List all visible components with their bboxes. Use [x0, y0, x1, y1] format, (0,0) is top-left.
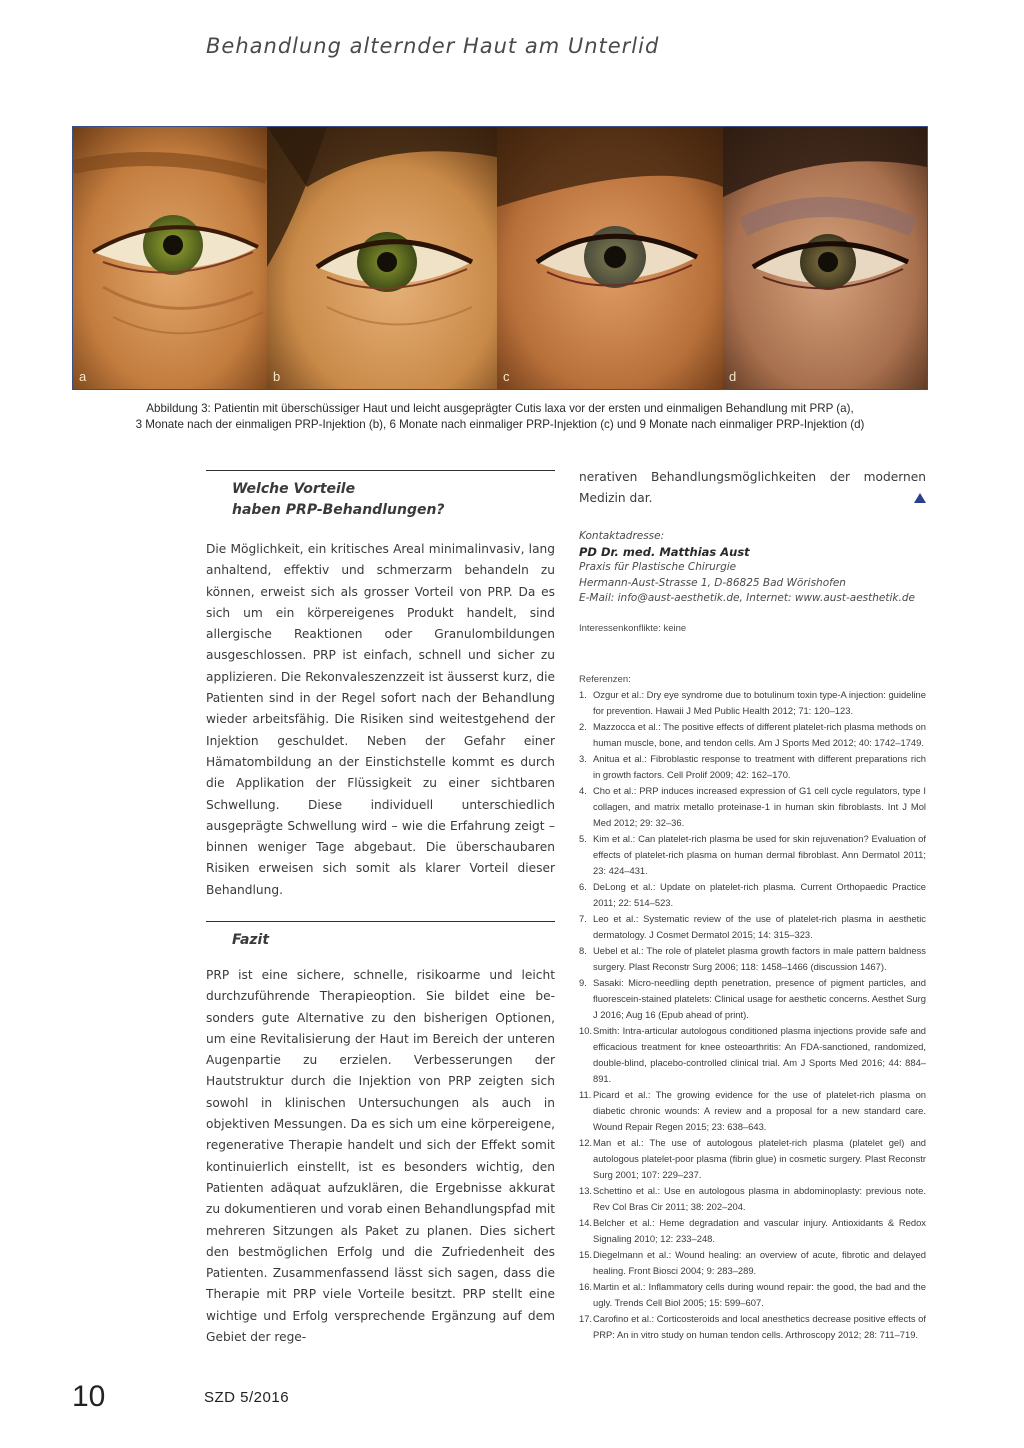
- photo-panel-b: [267, 127, 497, 389]
- reference-text: Kim et al.: Can platelet-rich plasma be used for skin rejuvenation? Evaluation of effects of platelet-rich plasma on human dermal fibroblast. Ann Dermatol 2011; 23: 424–431.: [593, 832, 926, 876]
- page-number: 10: [72, 1380, 106, 1413]
- section-heading-line-1: Welche Vorteile: [232, 481, 356, 497]
- reference-number: 14.: [579, 1216, 593, 1228]
- reference-text: Sasaki: Micro-needling depth penetration, presence of pigment particles, and fluorescein-stained platelets: Clinical usage for aesthetic concerns. Aesthet Surg J 2016; Aug 16 (Epub ahead of print).: [593, 976, 926, 1020]
- reference-item: [579, 831, 926, 879]
- figure-photo-strip: [72, 126, 928, 390]
- reference-item: [579, 1311, 926, 1343]
- reference-item: [579, 783, 926, 831]
- reference-number: 3.: [579, 752, 587, 764]
- reference-number: 2.: [579, 720, 587, 732]
- reference-item: [579, 687, 926, 719]
- reference-item: [579, 1023, 926, 1087]
- left-column-section-advantages: [206, 470, 555, 901]
- contact-email-website: E-Mail: info@aust-aesthetik.de, Internet: www.aust-aesthetik.de: [579, 592, 915, 604]
- figure-caption-line-2: 3 Monate nach der einmaligen PRP-Injektion (b), 6 Monate nach einmaliger PRP-Injektion (c) und 9 Monate nach einmaliger PRP-Injektion (d): [135, 418, 865, 431]
- reference-item: [579, 719, 926, 751]
- reference-number: 5.: [579, 832, 587, 844]
- reference-text: Martin et al.: Inflammatory cells during wound repair: the good, the bad and the ugly. Trends Cell Biol 2005; 15: 599–607.: [593, 1280, 926, 1308]
- reference-text: Cho et al.: PRP induces increased expression of G1 cell cycle regulators, type I collagen, and matrix metallo proteinase-1 in human skin fibroblasts. Int J Mol Med 2012; 29: 32–36.: [593, 784, 926, 828]
- eye-photo-b: [267, 127, 497, 389]
- reference-number: 17.: [579, 1312, 593, 1324]
- reference-number: 12.: [579, 1136, 593, 1148]
- reference-item: [579, 1215, 926, 1247]
- contact-address-block: [579, 529, 926, 607]
- reference-text: Anitua et al.: Fibroblastic response to treatment with different preparations rich in growth factors. Cell Prolif 2009; 42: 162–170.: [593, 752, 926, 780]
- reference-number: 4.: [579, 784, 587, 796]
- figure-caption-line-1: Abbildung 3: Patientin mit überschüssiger Haut und leicht ausgeprägter Cutis laxa vor der ersten und einmaligen Behandlung mit PRP (a),: [146, 402, 854, 415]
- body-paragraph-conclusion: PRP ist eine sichere, schnelle, risikoarme und leicht durchzuführende Therapieoption. Sie bildet eine besonders gute Alternative zu den bisherigen Optionen, um eine Revitalisierung der Haut im Bereich der unteren Augenpartie zu erzielen. Verbesserungen der Hautstruktur durch die Injektion von PRP zeigten sich sowohl in klinischen Untersuchungen als auch in objektiven Messungen. Da es sich um eine körpereigene, regenerative Therapie handelt und sich der Effekt somit kontinuierlich einstellt, ist es besonders wichtig, den Patienten adäquat aufzuklären, die Ergebnisse akkurat zu dokumentieren und vorab einen Behandlungspfad mit mehreren Sitzungen als Paket zu planen. Dies sichert den bestmöglichen Erfolg und die Zufriedenheit des Patienten. Zusammenfassend lässt sich sagen, dass die Therapie mit PRP viele Vorteile besitzt. PRP stellt eine wichtige und Erfolg versprechende Ergänzung auf dem Gebiet der rege-: [206, 968, 555, 1345]
- reference-number: 15.: [579, 1248, 593, 1260]
- end-of-article-triangle-icon: [914, 493, 926, 503]
- reference-item: [579, 1135, 926, 1183]
- figure-caption: [74, 401, 926, 433]
- reference-number: 10.: [579, 1024, 593, 1036]
- reference-item: [579, 911, 926, 943]
- right-column: [579, 467, 926, 1343]
- reference-number: 8.: [579, 944, 587, 956]
- contact-name: PD Dr. med. Matthias Aust: [579, 544, 750, 559]
- references-heading: Referenzen:: [579, 673, 631, 685]
- reference-number: 16.: [579, 1280, 593, 1292]
- body-paragraph-continuation: nerativen Behandlungsmöglichkeiten der modernen Medizin dar.: [579, 470, 926, 505]
- panel-label-b: b: [273, 369, 281, 384]
- reference-text: Picard et al.: The growing evidence for the use of platelet-rich plasma on diabetic chronic wounds: A review and a proposal for a new standard care. Wound Repair Regen 2015; 23: 638–643.: [593, 1088, 926, 1132]
- reference-number: 11.: [579, 1088, 592, 1100]
- section-heading-advantages: [232, 479, 555, 521]
- reference-item: [579, 1247, 926, 1279]
- journal-issue: SZD 5/2016: [204, 1389, 290, 1406]
- panel-label-c: c: [503, 369, 510, 384]
- reference-number: 13.: [579, 1184, 593, 1196]
- reference-item: [579, 1279, 926, 1311]
- reference-text: Diegelmann et al.: Wound healing: an overview of acute, fibrotic and delayed healing. Front Biosci 2004; 9: 283–289.: [593, 1248, 926, 1276]
- contact-label: Kontaktadresse:: [579, 530, 665, 542]
- eye-photo-c: [497, 127, 723, 389]
- reference-item: [579, 1087, 926, 1135]
- reference-number: 6.: [579, 880, 587, 892]
- left-column-section-conclusion: [206, 921, 555, 1348]
- reference-text: Smith: Intra-articular autologous conditioned plasma injections provide safe and efficacious treatment for knee osteoarthritis: An FDA-sanctioned, randomized, double-blind, placebo-controlled clinical trial. Am J Sports Med 2016; 44: 884–891.: [593, 1024, 926, 1084]
- reference-number: 9.: [579, 976, 587, 988]
- eye-photo-d: [723, 127, 927, 389]
- reference-item: [579, 751, 926, 783]
- reference-text: DeLong et al.: Update on platelet-rich plasma. Current Orthopaedic Practice 2011; 22: 514–523.: [593, 880, 926, 908]
- running-header-title: Behandlung alternder Haut am Unterlid: [206, 34, 660, 58]
- references-list: [579, 687, 926, 1343]
- reference-text: Uebel et al.: The role of platelet plasma growth factors in male pattern baldness surgery. Plast Reconstr Surg 2006; 118: 1458–1466 (discussion 1467).: [593, 944, 926, 972]
- reference-text: Man et al.: The use of autologous platelet-rich plasma (platelet gel) and autologous platelet-poor plasma (fibrin glue) in cosmetic surgery. Plast Reconstr Surg 2001; 107: 229–237.: [593, 1136, 926, 1180]
- panel-label-d: d: [729, 369, 737, 384]
- reference-text: Belcher et al.: Heme degradation and vascular injury. Antioxidants & Redox Signaling 2010; 12: 233–248.: [593, 1216, 926, 1244]
- section-divider: [206, 921, 555, 922]
- reference-text: Schettino et al.: Use en autologous plasma in abdominoplasty: previous note. Rev Col Bras Cir 2011; 38: 202–204.: [593, 1184, 926, 1212]
- section-heading-line-2: haben PRP-Behandlungen?: [232, 502, 445, 518]
- section-heading-conclusion: Fazit: [232, 932, 270, 948]
- contact-practice: Praxis für Plastische Chirurgie: [579, 561, 737, 573]
- photo-panel-a: [73, 127, 267, 389]
- reference-item: [579, 975, 926, 1023]
- eye-photo-a: [73, 127, 267, 389]
- conflict-of-interest-note: Interessenkonflikte: keine: [579, 622, 687, 634]
- photo-panel-c: [497, 127, 723, 389]
- reference-item: [579, 879, 926, 911]
- reference-number: 7.: [579, 912, 587, 924]
- panel-label-a: a: [79, 369, 87, 384]
- body-paragraph-advantages: Die Möglichkeit, ein kritisches Areal minimalinvasiv, lang anhaltend, effektiv und schmerzarm behandeln zu können, erweist sich als grosser Vorteil von PRP. Da es sich um ein körpereigenes Produkt handelt, sind allergische Reaktionen oder Granulombildungen ausgeschlossen. PRP ist einfach, schnell und sicher zu applizieren. Die Rekonvaleszenzzeit ist äusserst kurz, die Patienten sind in der Regel sofort nach der Behandlung wieder arbeitsfähig. Die Risiken sind weitestgehend der Injektion geschuldet. Neben der Gefahr einer Hämatombildung an der Einstichstelle kommt es durch die Applikation der Flüssigkeit zu einer sichtbaren Schwellung. Diese individuell unterschiedlich ausgeprägte Schwellung wird – wie die Erfahrung zeigt – binnen weniger Tage abgebaut. Die überschaubaren Risiken erweisen sich somit als klarer Vorteil dieser Behandlung.: [206, 542, 555, 897]
- reference-text: Leo et al.: Systematic review of the use of platelet-rich plasma in aesthetic dermatology. J Cosmet Dermatol 2015; 14: 315–323.: [593, 912, 926, 940]
- section-divider: [206, 470, 555, 471]
- reference-item: [579, 1183, 926, 1215]
- reference-text: Ozgur et al.: Dry eye syndrome due to botulinum toxin type-A injection: guideline for prevention. Hawaii J Med Public Health 2012; 71: 120–123.: [593, 688, 926, 716]
- reference-text: Carofino et al.: Corticosteroids and local anesthetics decrease positive effects of PRP: An in vitro study on human tendon cells. Arthroscopy 2012; 28: 711–719.: [593, 1312, 926, 1340]
- reference-number: 1.: [579, 688, 587, 700]
- reference-item: [579, 943, 926, 975]
- reference-text: Mazzocca et al.: The positive effects of different platelet-rich plasma methods on human muscle, bone, and tendon cells. Am J Sports Med 2012; 40: 1742–1749.: [593, 720, 926, 748]
- contact-street-address: Hermann-Aust-Strasse 1, D-86825 Bad Wörishofen: [579, 576, 846, 589]
- photo-panel-d: [723, 127, 927, 389]
